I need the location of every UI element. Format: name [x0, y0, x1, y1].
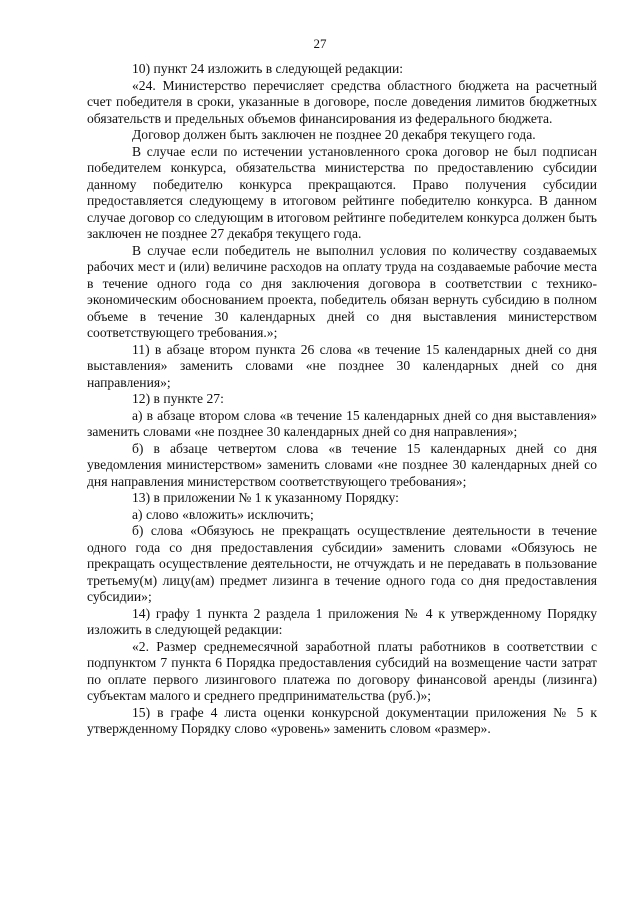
paragraph-item-11: 11) в абзаце втором пункта 26 слова «в течение 15 календарных дней со дня выставления» заменить словами «не позднее 30 календарных дней со дня направления»; [87, 341, 597, 390]
paragraph-item-15: 15) в графе 4 листа оценки конкурсной документации приложения № 5 к утвержденному Порядку слово «уровень» заменить словом «размер». [87, 704, 597, 736]
paragraph-contract-deadline: Договор должен быть заключен не позднее 20 декабря текущего года. [132, 127, 536, 142]
paragraph-item-14-text: «2. Размер среднемесячной заработной платы работников в соответствии с подпунктом 7 пункта 6 Порядка предоставления субсидий на возмещение части затрат по оплате первого лизингового платежа по договору финансовой аренды (лизинга) субъектам малого и среднего предпринимательства (руб.)»; [87, 638, 597, 703]
paragraph-item-12: 12) в пункте 27: [132, 391, 224, 406]
paragraph-item-13: 13) в приложении № 1 к указанному Порядку: [132, 490, 399, 505]
paragraph-item-12a: а) в абзаце втором слова «в течение 15 календарных дней со дня выставления» заменить словами «не позднее 30 календарных дней со дня направления»; [87, 407, 597, 439]
paragraph-unsigned-contract: В случае если по истечении установленного срока договор не был подписан победителем конкурса, обязательства министерства по предоставлению субсидии данному победителю конкурса прекращаются. Право получения субсидии предоставляется следующему в итоговом рейтинге победителю конкурса. В данном случае договор со следующим в итоговом рейтинге победителем конкурса должен быть заключен не позднее 27 декабря текущего года. [87, 143, 597, 241]
page-number: 27 [313, 36, 327, 51]
paragraph-item-13a: а) слово «вложить» исключить; [132, 506, 314, 522]
paragraph-subsidy-return: В случае если победитель не выполнил условия по количеству создаваемых рабочих мест и (или) величине расходов на оплату труда на создаваемые рабочие места в течение одного года со дня заключения договора в соответствии с технико-экономическим обоснованием проекта, победитель обязан вернуть субсидию в полном объеме в течение 30 календарных дней со дня выставления министерством соответствующего требования.»; [87, 242, 597, 340]
paragraph-item-14: 14) графу 1 пункта 2 раздела 1 приложения № 4 к утвержденному Порядку изложить в следующей редакции: [87, 605, 597, 637]
paragraph-item-13b: б) слова «Обязуюсь не прекращать осуществление деятельности в течение одного года со дня предоставления субсидии» заменить словами «Обязуюсь не прекращать осуществление деятельности, не отчуждать и не передавать в пользование третьему(м) лицу(ам) предмет лизинга в течение одного года со дня предоставления субсидии»; [87, 523, 597, 604]
paragraph-point-24: «24. Министерство перечисляет средства областного бюджета на расчетный счет победителя в сроки, указанные в договоре, после доведения лимитов бюджетных обязательств и предельных объемов финансирования из федерального бюджета. [87, 77, 597, 126]
paragraph-item-12b: б) в абзаце четвертом слова «в течение 15 календарных дней со дня уведомления министерством» заменить словами «не позднее 30 календарных дней со дня направления министерством соответствующего требования»; [87, 440, 597, 489]
document-body [87, 61, 597, 738]
paragraph-item-10: 10) пункт 24 изложить в следующей редакции: [132, 61, 404, 76]
